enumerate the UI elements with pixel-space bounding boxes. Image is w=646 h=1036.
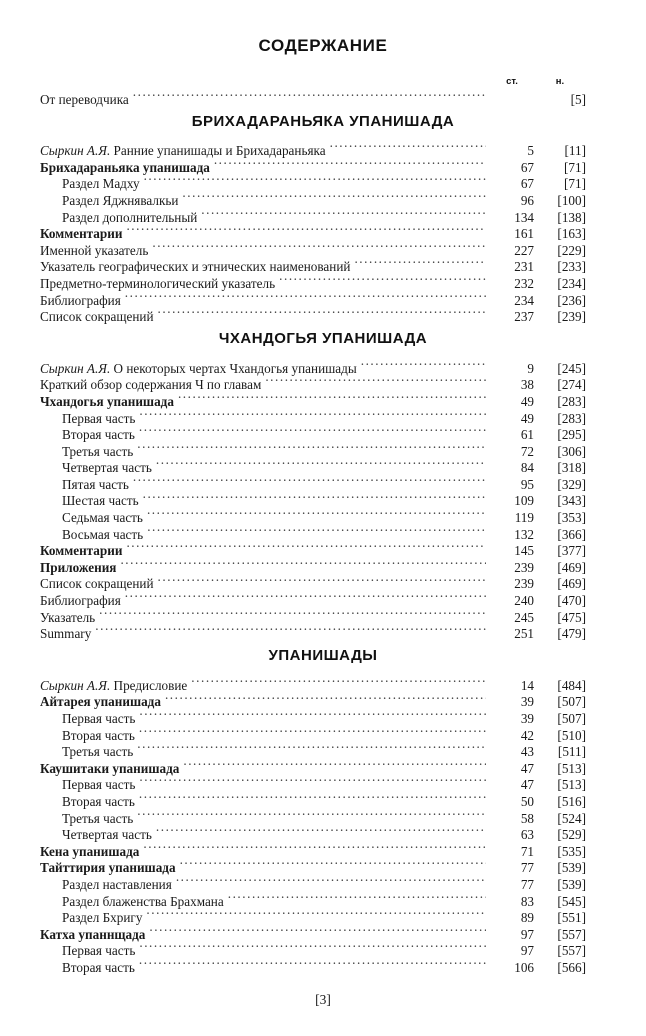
toc-entry-label: Список сокращений bbox=[40, 576, 154, 592]
toc-entry-page-number: [557] bbox=[557, 943, 586, 959]
toc-entry-column-number: 106 bbox=[514, 959, 534, 975]
dot-leader bbox=[139, 423, 486, 440]
toc-entry-label: Первая часть bbox=[62, 777, 136, 793]
toc-entry-label: Библиография bbox=[40, 593, 121, 609]
dot-leader bbox=[147, 505, 486, 522]
toc-entry-page-number: [5] bbox=[570, 91, 586, 107]
toc-entry-page-number: [507] bbox=[557, 694, 586, 710]
toc-entry-author: Сыркин А.Я. bbox=[40, 677, 111, 693]
toc-entry-page-number: [138] bbox=[557, 209, 586, 225]
toc-entry-label: Первая часть bbox=[62, 410, 136, 426]
toc-entry-page-number: [507] bbox=[557, 711, 586, 726]
toc-entry-page-number: [510] bbox=[557, 727, 586, 743]
toc-entry-page-number: [475] bbox=[557, 609, 586, 625]
dot-leader bbox=[120, 555, 486, 572]
toc-entry-label: Вторая часть bbox=[62, 427, 135, 443]
dot-leader bbox=[178, 389, 486, 406]
toc-entry-page-number: [306] bbox=[557, 443, 586, 459]
dot-leader bbox=[125, 288, 486, 305]
dot-leader bbox=[125, 588, 486, 605]
toc-entry-column-number: 97 bbox=[520, 926, 534, 942]
toc-entry-column-number: 109 bbox=[514, 493, 534, 509]
toc-entry-label: Четвертая часть bbox=[62, 827, 152, 843]
dot-leader bbox=[126, 539, 486, 556]
toc-entry-page-number: [329] bbox=[557, 476, 586, 492]
toc-entry-column-number: 77 bbox=[520, 860, 534, 876]
section-heading: БРИХАДАРАНЬЯКА УПАНИШАДА bbox=[191, 112, 455, 130]
toc-entry-label: Раздел блаженства Брахмана bbox=[62, 893, 224, 909]
toc-entry-label: Комментарии bbox=[40, 226, 123, 242]
toc-entry-column-number: 245 bbox=[514, 609, 534, 625]
toc-entry-author: Сыркин А.Я. bbox=[40, 143, 111, 159]
toc-entry-label: Вторая часть bbox=[62, 727, 135, 743]
toc-entry-label: Указатель bbox=[40, 609, 96, 625]
dot-leader bbox=[139, 939, 486, 956]
dot-leader bbox=[330, 139, 486, 156]
toc-entry-page-number: [539] bbox=[557, 876, 586, 892]
toc-entry-label: Предметно-терминологический указатель bbox=[40, 275, 276, 291]
toc-entry-column-number: 61 bbox=[520, 427, 534, 443]
toc-entry-page-number: [539] bbox=[557, 860, 586, 876]
toc-entry-page-number: [516] bbox=[557, 793, 586, 809]
toc-entry-label: Пятая часть bbox=[62, 476, 129, 492]
dot-leader bbox=[158, 572, 486, 589]
toc-entry-column-number: 240 bbox=[514, 593, 534, 609]
dot-leader bbox=[143, 489, 486, 506]
dot-leader bbox=[165, 690, 486, 707]
toc-entry-label: Первая часть bbox=[62, 711, 136, 726]
dot-leader bbox=[180, 856, 486, 873]
toc-entry-page-number: [469] bbox=[557, 559, 586, 575]
toc-entry-page-number: [353] bbox=[557, 510, 586, 526]
toc-entry-page-number: [377] bbox=[557, 543, 586, 559]
dot-leader bbox=[126, 222, 486, 239]
toc-entry-title: Предисловие bbox=[110, 677, 188, 693]
toc-entry-column-number: 47 bbox=[520, 760, 534, 776]
toc-entry-label: Восьмая часть bbox=[62, 526, 144, 542]
toc-entry-label: Раздел дополнительный bbox=[62, 209, 198, 225]
dot-leader bbox=[354, 255, 486, 272]
section-heading: УПАНИШАДЫ bbox=[268, 647, 378, 665]
toc-entry-page-number: [511] bbox=[557, 744, 586, 760]
dot-leader bbox=[133, 472, 486, 489]
toc-entry-column-number: 234 bbox=[514, 292, 534, 308]
toc-entry-column-number: 134 bbox=[514, 209, 534, 225]
toc-entry-column-number: 50 bbox=[520, 793, 534, 809]
toc-entry-label: Кена упанишада bbox=[40, 843, 140, 859]
dot-leader bbox=[146, 906, 486, 923]
dot-leader bbox=[137, 439, 486, 456]
toc-list bbox=[0, 87, 646, 975]
toc-entry-column-number: 145 bbox=[514, 543, 534, 559]
column-headers bbox=[0, 76, 646, 87]
toc-entry-column-number: 72 bbox=[520, 443, 534, 459]
toc-entry-label: Приложения bbox=[40, 559, 117, 575]
toc-entry-column-number: 161 bbox=[514, 226, 534, 242]
toc-entry-page-number: [295] bbox=[557, 427, 586, 443]
toc-entry-page-number: [545] bbox=[557, 893, 586, 909]
toc-entry-column-number: 97 bbox=[520, 943, 534, 959]
page-title: СОДЕРЖАНИЕ bbox=[258, 36, 388, 55]
dot-leader bbox=[156, 823, 486, 840]
toc-entry-page-number: [233] bbox=[557, 259, 586, 275]
toc-entry-label: Указатель географических и этнических наименований bbox=[40, 259, 351, 275]
toc-entry-column-number: 67 bbox=[520, 176, 534, 192]
toc-entry-page-number: [479] bbox=[557, 626, 586, 642]
toc-entry-label: Тайттирия упанишада bbox=[40, 860, 176, 876]
toc-entry-label: Библиография bbox=[40, 292, 121, 308]
toc-entry-page-number: [11] bbox=[564, 143, 586, 159]
toc-entry-author: Сыркин А.Я. bbox=[40, 360, 111, 376]
toc-entry-label: Краткий обзор содержания Ч по главам bbox=[40, 377, 262, 393]
toc-entry-label: Катха упаннщада bbox=[40, 926, 146, 942]
dot-leader bbox=[133, 87, 486, 104]
dot-leader bbox=[139, 955, 486, 972]
toc-entry-label: Раздел наставления bbox=[62, 876, 172, 892]
toc-entry-page-number: [529] bbox=[557, 827, 586, 843]
toc-entry-label: Шестая часть bbox=[62, 493, 139, 509]
toc-entry-label: Именной указатель bbox=[40, 242, 149, 258]
toc-entry-page-number: [524] bbox=[557, 810, 586, 826]
dot-leader bbox=[139, 723, 486, 740]
toc-entry-label: Чхандогья упанишада bbox=[40, 393, 174, 409]
toc-entry-column-number: 63 bbox=[520, 827, 534, 843]
toc-entry-label: Первая часть bbox=[62, 943, 136, 959]
toc-entry-column-number: 231 bbox=[514, 259, 534, 275]
toc-entry-label: Седьмая часть bbox=[62, 510, 143, 526]
dot-leader bbox=[182, 188, 486, 205]
dot-leader bbox=[201, 205, 486, 222]
toc-entry-column-number: 227 bbox=[514, 242, 534, 258]
dot-leader bbox=[95, 622, 486, 639]
toc-entry-label: Вторая часть bbox=[62, 959, 135, 975]
toc-entry-column-number: 9 bbox=[527, 360, 534, 376]
toc-entry-title: О некоторых чертах Чхандогья упанишады bbox=[110, 360, 357, 376]
toc-entry-label: Третья часть bbox=[62, 443, 134, 459]
toc-entry-title: Ранние упанишады и Брихадараньяка bbox=[110, 143, 326, 159]
toc-entry-column-number: 5 bbox=[527, 143, 534, 159]
toc-entry-page-number: [566] bbox=[557, 959, 586, 975]
toc-entry-page-number: [366] bbox=[557, 526, 586, 542]
section-heading: ЧХАНДОГЬЯ УПАНИШАДА bbox=[218, 330, 428, 348]
toc-entry-page-number: [234] bbox=[557, 275, 586, 291]
toc-entry-label: Комментарии bbox=[40, 543, 123, 559]
toc-entry-label: Четвертая часть bbox=[62, 460, 152, 476]
toc-entry-page-number: [236] bbox=[557, 292, 586, 308]
toc-entry-page-number: [470] bbox=[557, 593, 586, 609]
column-header-page: н. bbox=[555, 76, 565, 87]
toc-entry[interactable] bbox=[0, 356, 646, 376]
dot-leader bbox=[139, 406, 486, 423]
dot-leader bbox=[149, 922, 486, 939]
toc-entry-page-number: [318] bbox=[557, 460, 586, 476]
toc-entry-label: Раздел Яджнявалкьи bbox=[62, 192, 179, 208]
toc-entry-column-number: 49 bbox=[520, 393, 534, 409]
toc-entry-page-number: [469] bbox=[557, 576, 586, 592]
toc-entry-column-number: 39 bbox=[520, 694, 534, 710]
toc-entry-column-number: 89 bbox=[520, 910, 534, 926]
toc-entry-label: Айтарея упанишада bbox=[40, 694, 161, 710]
dot-leader bbox=[152, 238, 486, 255]
toc-entry-column-number: 47 bbox=[520, 777, 534, 793]
toc-entry-column-number: 119 bbox=[514, 510, 534, 526]
toc-entry-column-number: 77 bbox=[520, 876, 534, 892]
toc-entry-page-number: [283] bbox=[557, 410, 586, 426]
toc-entry-page-number: [71] bbox=[564, 176, 586, 192]
toc-entry-column-number: 132 bbox=[514, 526, 534, 542]
toc-entry-column-number: 83 bbox=[520, 893, 534, 909]
toc-entry-label: Брихадараньяка упанишада bbox=[40, 159, 210, 175]
dot-leader bbox=[139, 706, 486, 723]
toc-entry-column-number: 38 bbox=[520, 377, 534, 393]
toc-entry[interactable] bbox=[0, 673, 646, 693]
dot-leader bbox=[139, 789, 486, 806]
dot-leader bbox=[279, 271, 486, 288]
toc-entry-page-number: [100] bbox=[557, 192, 586, 208]
dot-leader bbox=[228, 889, 486, 906]
toc-entry-column-number: 42 bbox=[520, 727, 534, 743]
toc-entry-label: Раздел Мадху bbox=[62, 176, 140, 192]
toc-entry-label: Третья часть bbox=[62, 744, 134, 760]
toc-entry-label: Список сокращений bbox=[40, 309, 154, 325]
dot-leader bbox=[99, 605, 486, 622]
toc-entry[interactable] bbox=[0, 139, 646, 159]
toc-entry-page-number: [513] bbox=[557, 777, 586, 793]
toc-entry-label: Раздел Бхригу bbox=[62, 910, 143, 926]
dot-leader bbox=[147, 522, 486, 539]
dot-leader bbox=[137, 806, 486, 823]
toc-entry-column-number: 67 bbox=[520, 159, 534, 175]
toc-entry-label: Summary bbox=[40, 626, 92, 642]
toc-entry-column-number: 237 bbox=[514, 309, 534, 325]
toc-entry-page-number: [239] bbox=[557, 309, 586, 325]
dot-leader bbox=[144, 172, 486, 189]
toc-entry-column-number: 14 bbox=[520, 677, 534, 693]
toc-entry-column-number: 49 bbox=[520, 410, 534, 426]
toc-entry-column-number: 232 bbox=[514, 275, 534, 291]
toc-entry[interactable] bbox=[0, 87, 646, 107]
toc-entry-column-number: 239 bbox=[514, 576, 534, 592]
dot-leader bbox=[139, 773, 486, 790]
dot-leader bbox=[143, 839, 486, 856]
toc-entry-page-number: [557] bbox=[557, 926, 586, 942]
toc-entry-label: Каушитаки упанишада bbox=[40, 760, 180, 776]
toc-entry-column-number: 251 bbox=[514, 626, 534, 642]
dot-leader bbox=[137, 740, 486, 757]
toc-entry-column-number: 58 bbox=[520, 810, 534, 826]
toc-entry-page-number: [513] bbox=[557, 760, 586, 776]
toc-entry-column-number: 95 bbox=[520, 476, 534, 492]
toc-entry-page-number: [71] bbox=[564, 159, 586, 175]
dot-leader bbox=[156, 456, 486, 473]
toc-entry-column-number: 239 bbox=[514, 559, 534, 575]
toc-entry-label: От переводчика bbox=[40, 91, 129, 107]
page-number-footer: [3] bbox=[315, 992, 331, 1007]
toc-entry-page-number: [163] bbox=[557, 226, 586, 242]
dot-leader bbox=[158, 305, 486, 322]
toc-entry-page-number: [274] bbox=[557, 377, 586, 393]
toc-entry-column-number: 96 bbox=[520, 192, 534, 208]
toc-entry-page-number: [283] bbox=[557, 393, 586, 409]
toc-entry-page-number: [535] bbox=[557, 843, 586, 859]
toc-entry-page-number: [245] bbox=[557, 360, 586, 376]
toc-entry-page-number: [484] bbox=[557, 677, 586, 693]
toc-entry-column-number: 71 bbox=[520, 843, 534, 859]
dot-leader bbox=[265, 373, 486, 390]
dot-leader bbox=[214, 155, 486, 172]
dot-leader bbox=[361, 356, 486, 373]
toc-entry-column-number: 43 bbox=[520, 744, 534, 760]
toc-entry-page-number: [343] bbox=[557, 493, 586, 509]
toc-entry-label: Третья часть bbox=[62, 810, 134, 826]
toc-page bbox=[0, 36, 646, 1036]
toc-entry-column-number: 39 bbox=[520, 711, 534, 726]
toc-entry-page-number: [551] bbox=[557, 910, 586, 926]
dot-leader bbox=[191, 673, 486, 690]
dot-leader bbox=[183, 756, 486, 773]
toc-entry-column-number: 84 bbox=[520, 460, 534, 476]
toc-entry-page-number: [229] bbox=[557, 242, 586, 258]
toc-entry-label: Вторая часть bbox=[62, 793, 135, 809]
column-header-column: ст. bbox=[506, 76, 518, 87]
dot-leader bbox=[176, 872, 486, 889]
